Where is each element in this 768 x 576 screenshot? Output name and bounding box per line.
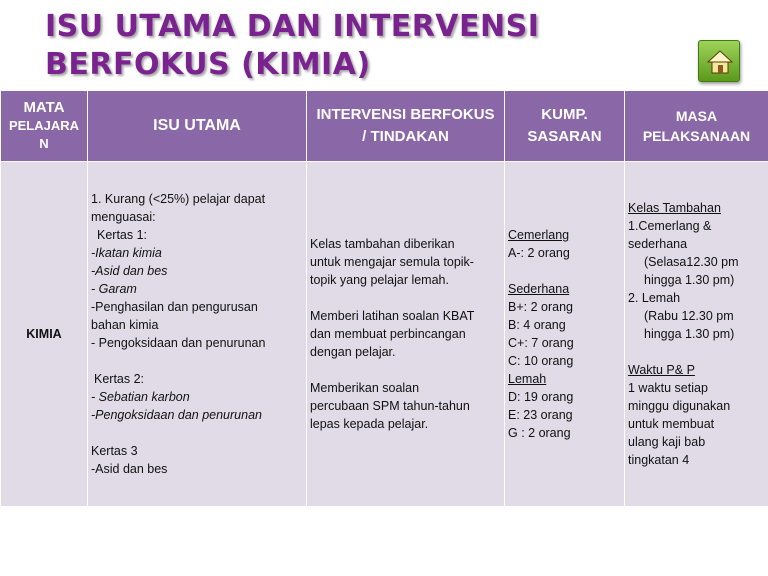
header-masa-line2: PELAKSANAAN xyxy=(642,128,751,144)
isu-utama-cell xyxy=(88,162,307,507)
list-item: -Ikatan kimia xyxy=(91,246,162,260)
list-item: G : 2 orang xyxy=(508,426,571,440)
masa-text: ulang kaji bab xyxy=(628,435,706,449)
title-line-1: ISU UTAMA DAN INTERVENSI xyxy=(45,9,540,44)
page-title xyxy=(45,8,645,84)
isu-intro-2: menguasai: xyxy=(91,210,156,224)
table-row xyxy=(1,162,768,507)
header-kump-sasaran xyxy=(505,91,625,162)
header-mata-pelajaran xyxy=(1,91,88,162)
header-masa-pelaksanaan xyxy=(625,91,768,162)
list-item: D: 19 orang xyxy=(508,390,574,404)
intervensi-text: untuk mengajar semula topik- xyxy=(310,255,474,269)
masa-cell xyxy=(625,162,768,507)
masa-text: 1 waktu setiap xyxy=(628,381,708,395)
intervensi-text: Kelas tambahan diberikan xyxy=(310,237,455,251)
sasaran-heading-lemah: Lemah xyxy=(508,372,547,386)
intervensi-text: Memberikan soalan xyxy=(310,381,420,395)
intervensi-text: dan membuat perbincangan xyxy=(310,327,466,341)
header-row xyxy=(1,91,768,162)
masa-text: tingkatan 4 xyxy=(628,453,690,467)
header-intervensi-line1: INTERVENSI BERFOKUS xyxy=(316,106,495,123)
list-item: - Pengoksidaan dan penurunan xyxy=(91,336,266,350)
list-item: -Asid dan bes xyxy=(91,264,168,278)
header-intervensi xyxy=(307,91,505,162)
intervensi-text: Memberi latihan soalan KBAT xyxy=(310,309,475,323)
list-item: bahan kimia xyxy=(91,318,159,332)
header-kump-line2: SASARAN xyxy=(527,128,602,145)
list-item: A-: 2 orang xyxy=(508,246,570,260)
intervensi-text: dengan pelajar. xyxy=(310,345,396,359)
masa-text: hingga 1.30 pm) xyxy=(644,273,735,287)
isu-intro-1: 1. Kurang (<25%) pelajar dapat xyxy=(91,192,266,206)
intervensi-cell xyxy=(307,162,505,507)
list-item: C: 10 orang xyxy=(508,354,574,368)
list-item: -Penghasilan dan pengurusan xyxy=(91,300,258,314)
masa-text: hingga 1.30 pm) xyxy=(644,327,735,341)
sasaran-heading-sederhana: Sederhana xyxy=(508,282,570,296)
intervensi-text: percubaan SPM tahun-tahun xyxy=(310,399,470,413)
list-item: - Garam xyxy=(91,282,137,296)
isu-kertas-3: Kertas 3 xyxy=(91,444,138,458)
header-masa-line1: MASA xyxy=(675,108,718,124)
header-kump-line1: KUMP. xyxy=(541,106,588,123)
home-button[interactable] xyxy=(698,40,740,82)
intervensi-text: topik yang pelajar lemah. xyxy=(310,273,449,287)
sasaran-cell xyxy=(505,162,625,507)
isu-kertas-2: Kertas 2: xyxy=(94,372,145,386)
isu-kertas-1: Kertas 1: xyxy=(97,228,148,242)
masa-heading-waktu: Waktu P& P xyxy=(628,363,695,377)
list-item: -Pengoksidaan dan penurunan xyxy=(91,408,262,422)
list-item: E: 23 orang xyxy=(508,408,573,422)
sasaran-heading-cemerlang: Cemerlang xyxy=(508,228,570,242)
masa-text: 2. Lemah xyxy=(628,291,681,305)
list-item: B: 4 orang xyxy=(508,318,566,332)
header-mata-line1: MATA xyxy=(23,99,65,116)
list-item: - Sebatian karbon xyxy=(91,390,190,404)
header-isu-utama: ISU UTAMA xyxy=(88,91,307,162)
list-item: B+: 2 orang xyxy=(508,300,573,314)
list-item: -Asid dan bes xyxy=(91,462,168,476)
masa-heading-kelas-tambahan: Kelas Tambahan xyxy=(628,201,721,215)
header-intervensi-line2: / TINDAKAN xyxy=(362,128,449,145)
list-item: C+: 7 orang xyxy=(508,336,574,350)
header-mata-line2: PELAJARA xyxy=(8,118,80,133)
masa-text: sederhana xyxy=(628,237,688,251)
masa-text: (Selasa12.30 pm xyxy=(644,255,739,269)
intervensi-text: lepas kepada pelajar. xyxy=(310,417,429,431)
masa-text: minggu digunakan xyxy=(628,399,731,413)
masa-text: 1.Cemerlang & xyxy=(628,219,712,233)
title-line-2: BERFOKUS (KIMIA) xyxy=(45,47,371,82)
kimia-table xyxy=(0,90,768,507)
header-mata-line3: N xyxy=(39,136,49,151)
masa-text: untuk membuat xyxy=(628,417,715,431)
masa-text: (Rabu 12.30 pm xyxy=(644,309,734,323)
home-icon xyxy=(706,48,734,76)
subject-cell: KIMIA xyxy=(1,162,88,507)
